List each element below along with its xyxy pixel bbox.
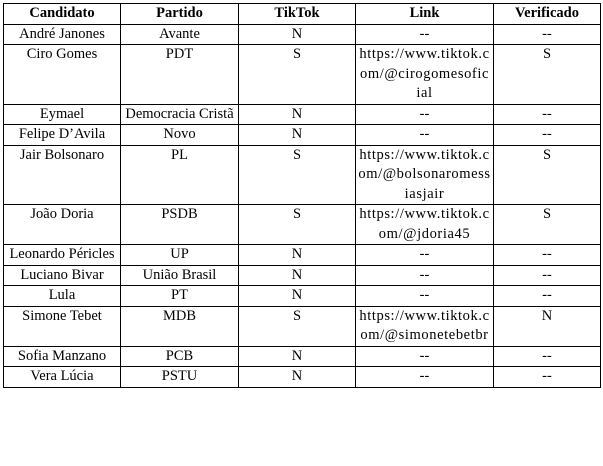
cell-verificado: N bbox=[494, 306, 601, 346]
cell-link: -- bbox=[356, 104, 494, 125]
cell-verificado: -- bbox=[494, 104, 601, 125]
cell-tiktok: S bbox=[239, 45, 356, 105]
cell-partido: Democracia Cristã bbox=[121, 104, 239, 125]
cell-partido: Novo bbox=[121, 125, 239, 146]
table-row bbox=[4, 104, 601, 125]
candidates-table bbox=[3, 3, 601, 388]
cell-partido: PCB bbox=[121, 346, 239, 367]
tiktok-link[interactable]: https://www.tiktok.com/@jdoria45 bbox=[359, 206, 490, 242]
tiktok-link[interactable]: https://www.tiktok.com/@cirogomesoficial bbox=[359, 46, 490, 101]
cell-candidato: Luciano Bivar bbox=[4, 265, 121, 286]
cell-verificado: -- bbox=[494, 125, 601, 146]
table-row bbox=[4, 306, 601, 346]
header-verificado: Verificado bbox=[494, 4, 601, 25]
table-row bbox=[4, 205, 601, 245]
cell-partido: PT bbox=[121, 286, 239, 307]
cell-candidato: João Doria bbox=[4, 205, 121, 245]
header-link: Link bbox=[356, 4, 494, 25]
table-row bbox=[4, 125, 601, 146]
cell-verificado: S bbox=[494, 145, 601, 205]
cell-tiktok: N bbox=[239, 265, 356, 286]
cell-candidato: Lula bbox=[4, 286, 121, 307]
cell-link: -- bbox=[356, 24, 494, 45]
cell-tiktok: S bbox=[239, 306, 356, 346]
tiktok-link[interactable]: https://www.tiktok.com/@simonetebetbr bbox=[359, 307, 490, 343]
cell-verificado: -- bbox=[494, 24, 601, 45]
header-tiktok: TikTok bbox=[239, 4, 356, 25]
table-row bbox=[4, 346, 601, 367]
cell-partido: PSTU bbox=[121, 367, 239, 388]
cell-candidato: Felipe D’Avila bbox=[4, 125, 121, 146]
cell-verificado: -- bbox=[494, 245, 601, 266]
cell-link: -- bbox=[356, 346, 494, 367]
cell-link: -- bbox=[356, 125, 494, 146]
cell-candidato: André Janones bbox=[4, 24, 121, 45]
cell-tiktok: S bbox=[239, 205, 356, 245]
cell-candidato: Ciro Gomes bbox=[4, 45, 121, 105]
cell-partido: PDT bbox=[121, 45, 239, 105]
cell-candidato: Eymael bbox=[4, 104, 121, 125]
cell-verificado: -- bbox=[494, 346, 601, 367]
table-body bbox=[4, 24, 601, 387]
cell-candidato: Simone Tebet bbox=[4, 306, 121, 346]
table-row bbox=[4, 367, 601, 388]
cell-partido: Avante bbox=[121, 24, 239, 45]
cell-candidato: Sofia Manzano bbox=[4, 346, 121, 367]
cell-link: -- bbox=[356, 265, 494, 286]
cell-link: -- bbox=[356, 367, 494, 388]
cell-partido: UP bbox=[121, 245, 239, 266]
cell-tiktok: N bbox=[239, 104, 356, 125]
cell-tiktok: N bbox=[239, 245, 356, 266]
cell-tiktok: S bbox=[239, 145, 356, 205]
cell-link bbox=[356, 205, 494, 245]
header-candidato: Candidato bbox=[4, 4, 121, 25]
cell-link bbox=[356, 45, 494, 105]
table-header bbox=[4, 4, 601, 25]
cell-verificado: -- bbox=[494, 265, 601, 286]
cell-verificado: S bbox=[494, 45, 601, 105]
cell-candidato: Vera Lúcia bbox=[4, 367, 121, 388]
cell-link bbox=[356, 306, 494, 346]
cell-link: -- bbox=[356, 286, 494, 307]
cell-partido: PL bbox=[121, 145, 239, 205]
cell-partido: PSDB bbox=[121, 205, 239, 245]
cell-candidato: Leonardo Péricles bbox=[4, 245, 121, 266]
cell-link bbox=[356, 145, 494, 205]
cell-link: -- bbox=[356, 245, 494, 266]
cell-verificado: -- bbox=[494, 286, 601, 307]
table-row bbox=[4, 145, 601, 205]
cell-tiktok: N bbox=[239, 125, 356, 146]
table-row bbox=[4, 286, 601, 307]
cell-candidato: Jair Bolsonaro bbox=[4, 145, 121, 205]
header-row bbox=[4, 4, 601, 25]
table-row bbox=[4, 24, 601, 45]
cell-tiktok: N bbox=[239, 346, 356, 367]
cell-tiktok: N bbox=[239, 367, 356, 388]
header-partido: Partido bbox=[121, 4, 239, 25]
cell-verificado: S bbox=[494, 205, 601, 245]
cell-tiktok: N bbox=[239, 24, 356, 45]
tiktok-link[interactable]: https://www.tiktok.com/@bolsonaromessiasjair bbox=[358, 146, 491, 202]
table-row bbox=[4, 245, 601, 266]
cell-partido: MDB bbox=[121, 306, 239, 346]
table-row bbox=[4, 45, 601, 105]
cell-tiktok: N bbox=[239, 286, 356, 307]
table-row bbox=[4, 265, 601, 286]
cell-verificado: -- bbox=[494, 367, 601, 388]
cell-partido: União Brasil bbox=[121, 265, 239, 286]
